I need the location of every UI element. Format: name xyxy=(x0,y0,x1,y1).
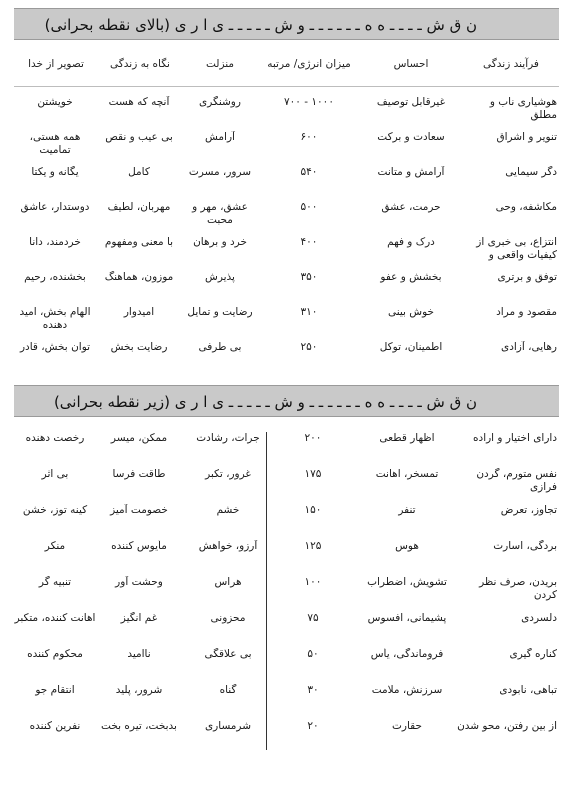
section-title-below-critical: ن ق ش ـ ـ ـ ـ ه ه ـ ـ ـ ـ ـ ـ و ش ـ ـ ـ ـ ـ ی ا ر ی (زیر نقطه بحرانی) xyxy=(14,385,559,417)
table-row xyxy=(14,534,559,570)
cell-life-process: دلسردی xyxy=(521,612,557,624)
table-row xyxy=(14,678,559,714)
cell-god: خویشتن xyxy=(37,96,73,108)
cell-energy: ۱۰۰ xyxy=(304,576,322,588)
cell-view: امیدوار xyxy=(123,306,155,318)
cell-god: رخصت دهنده xyxy=(25,432,85,444)
cell-life-process: نفس متورم، گردن فرازی xyxy=(476,468,557,493)
cell-life-process: تباهی، نابودی xyxy=(499,684,557,696)
cell-life-process: تنویر و اشراق xyxy=(496,131,557,143)
cell-emotion: درک و فهم xyxy=(387,236,435,248)
cell-life-process: دارای اختیار و اراده xyxy=(473,432,557,444)
cell-status: پذیرش xyxy=(205,271,235,283)
cell-emotion: هوس xyxy=(395,540,419,552)
cell-view: ممکن، میسر xyxy=(110,432,168,444)
cell-emotion: سرزنش، ملامت xyxy=(371,684,443,696)
header-emotion: احساس xyxy=(393,58,429,70)
cell-god: بی اثر xyxy=(41,468,69,480)
cell-god: توان بخش، قادر xyxy=(19,341,91,353)
cell-energy: ۵۰ xyxy=(307,648,319,660)
cell-life-process: هوشیاری ناب و مطلق xyxy=(489,96,557,121)
cell-energy: ۲۵۰ xyxy=(300,341,318,353)
cell-status: روشنگری xyxy=(199,96,241,108)
cell-life-process: بریدن، صرف نظر کردن xyxy=(479,576,557,601)
cell-god: کینه توز، خشن xyxy=(22,504,88,516)
cell-god: بخشنده، رحیم xyxy=(24,271,86,283)
cell-god: انتقام جو xyxy=(35,684,75,696)
column-headers xyxy=(14,48,559,88)
cell-view: کامل xyxy=(128,166,150,178)
cell-status: خرد و برهان xyxy=(193,236,247,248)
cell-status: شرمساری xyxy=(204,720,252,732)
cell-view: خصومت آمیز xyxy=(110,504,168,516)
cell-status: گناه xyxy=(219,684,237,696)
header-image-of-god: تصویر از خدا xyxy=(28,58,84,70)
cell-emotion: تنفر xyxy=(398,504,416,516)
cell-status: بی طرفی xyxy=(198,341,242,353)
table-row xyxy=(14,606,559,642)
cell-life-process: رهایی، آزادی xyxy=(500,341,557,353)
cell-status: جرات، رشادت xyxy=(196,432,260,444)
cell-emotion: حرمت، عشق xyxy=(381,201,441,213)
cell-energy: ۲۰ xyxy=(307,720,319,732)
cell-energy: ۱۷۵ xyxy=(304,468,322,480)
header-view-of-life: نگاه به زندگی xyxy=(110,58,170,70)
table-row xyxy=(14,265,559,300)
header-life-process: فرآیند زندگی xyxy=(483,58,539,70)
cell-energy: ۵۴۰ xyxy=(300,166,318,178)
table-row xyxy=(14,125,559,160)
cell-status: آرامش xyxy=(205,131,235,143)
cell-life-process: انتزاع، بی خبری از کیفیات واقعی و xyxy=(476,236,557,261)
cell-emotion: اظهار قطعی xyxy=(379,432,435,444)
cell-energy: ۶۰۰ xyxy=(300,131,318,143)
table-row xyxy=(14,195,559,230)
cell-god: نفرین کننده xyxy=(29,720,81,732)
cell-energy: ۳۱۰ xyxy=(300,306,318,318)
cell-status: خشم xyxy=(216,504,240,516)
cell-status: هراس xyxy=(214,576,242,588)
table-row xyxy=(14,90,559,125)
table-row xyxy=(14,160,559,195)
cell-view: ناامید xyxy=(127,648,151,660)
header-energy-level: میزان انرژی/ مرتبه xyxy=(267,58,351,70)
cell-emotion: پشیمانی، افسوس xyxy=(367,612,447,624)
cell-view: رضایت بخش xyxy=(110,341,168,353)
cell-god: الهام بخش، امید دهنده xyxy=(19,306,91,331)
cell-view: وحشت آور xyxy=(115,576,163,588)
cell-view: بدبخت، تیره بخت xyxy=(101,720,177,732)
cell-life-process: دگر سیمایی xyxy=(505,166,557,178)
cell-god: دوستدار، عاشق xyxy=(20,201,90,213)
table-row xyxy=(14,426,559,462)
cell-god: منکر xyxy=(44,540,66,552)
cell-status: محزونی xyxy=(210,612,246,624)
header-divider xyxy=(14,86,559,87)
cell-view: غم انگیز xyxy=(120,612,158,624)
cell-emotion: آرامش و متانت xyxy=(377,166,445,178)
cell-status: سرور، مسرت xyxy=(188,166,252,178)
table-row xyxy=(14,335,559,370)
cell-life-process: تجاوز، تعرض xyxy=(500,504,557,516)
cell-life-process: مکاشفه، وحی xyxy=(495,201,557,213)
cell-status: آرزو، خواهش xyxy=(198,540,258,552)
table-row xyxy=(14,714,559,750)
cell-god: اهانت کننده، متکبر xyxy=(14,612,96,624)
cell-life-process: بردگی، اسارت xyxy=(493,540,557,552)
cell-emotion: غیرقابل توصیف xyxy=(376,96,446,108)
cell-emotion: تمسخر، اهانت xyxy=(375,468,439,480)
cell-emotion: فروماندگی، یأس xyxy=(370,648,444,660)
cell-god: یگانه و یکتا xyxy=(31,166,79,178)
cell-life-process: توفق و برتری xyxy=(497,271,557,283)
cell-emotion: خوش بینی xyxy=(387,306,435,318)
cell-emotion: تشویش، اضطراب xyxy=(367,576,447,588)
cell-life-process: از بین رفتن، محو شدن xyxy=(457,720,557,732)
cell-emotion: حقارت xyxy=(392,720,422,732)
cell-view: آنچه که هست xyxy=(108,96,170,108)
cell-emotion: اطمینان، توکل xyxy=(379,341,443,353)
cell-view: مأیوس کننده xyxy=(111,540,167,552)
cell-energy: ۱۰۰۰ - ۷۰۰ xyxy=(284,96,334,108)
cell-view: موزون، هماهنگ xyxy=(104,271,174,283)
cell-status: رضایت و تمایل xyxy=(187,306,253,318)
table-row xyxy=(14,230,559,265)
table-row xyxy=(14,300,559,335)
table-row xyxy=(14,570,559,606)
cell-energy: ۲۰۰ xyxy=(304,432,322,444)
cell-god: همه هستی، تمامیت xyxy=(29,131,81,156)
header-status: منزلت xyxy=(205,58,235,70)
cell-god: تنبیه گر xyxy=(38,576,72,588)
cell-energy: ۷۵ xyxy=(307,612,319,624)
cell-view: بی عیب و نقص xyxy=(105,131,173,143)
cell-energy: ۳۰ xyxy=(307,684,319,696)
cell-emotion: سعادت و برکت xyxy=(377,131,445,143)
cell-energy: ۱۵۰ xyxy=(304,504,322,516)
cell-emotion: بخشش و عفو xyxy=(380,271,442,283)
cell-status: غرور، تکبر xyxy=(205,468,251,480)
table-row xyxy=(14,462,559,498)
cell-view: طاقت فرسا xyxy=(112,468,166,480)
cell-god: محکوم کننده xyxy=(27,648,83,660)
cell-energy: ۵۰۰ xyxy=(300,201,318,213)
cell-view: مهربان، لطیف xyxy=(107,201,171,213)
cell-life-process: کناره گیری xyxy=(509,648,557,660)
cell-god: خردمند، دانا xyxy=(29,236,81,248)
cell-energy: ۱۲۵ xyxy=(304,540,322,552)
cell-status: عشق، مهر و محبت xyxy=(192,201,248,226)
cell-status: بی علاقگی xyxy=(204,648,252,660)
section-title-above-critical: ن ق ش ـ ـ ـ ـ ه ه ـ ـ ـ ـ ـ ـ و ش ـ ـ ـ ـ ـ ی ا ر ی (بالای نقطه بحرانی) xyxy=(14,8,559,40)
cell-energy: ۴۰۰ xyxy=(300,236,318,248)
cell-view: شرور، پلید xyxy=(115,684,163,696)
cell-energy: ۳۵۰ xyxy=(300,271,318,283)
cell-life-process: مقصود و مراد xyxy=(496,306,557,318)
cell-view: با معنی ومفهوم xyxy=(104,236,174,248)
table-row xyxy=(14,498,559,534)
table-row xyxy=(14,642,559,678)
